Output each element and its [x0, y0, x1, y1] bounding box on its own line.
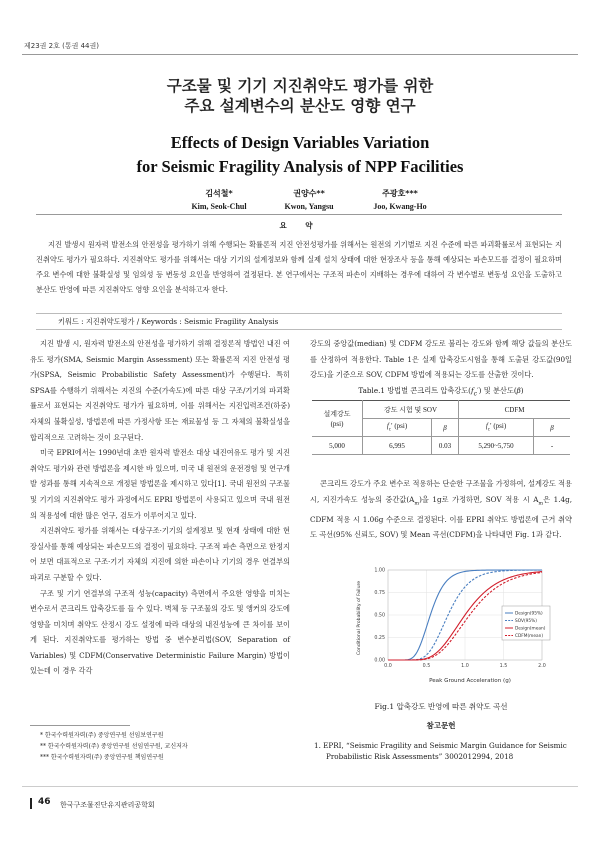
references-heading: 참고문헌 — [426, 721, 456, 730]
header-rule — [22, 54, 578, 55]
chart-legend-label: Design(mean) — [515, 626, 546, 632]
title-en-line2: for Seismic Fragility Analysis of NPP Facilities — [136, 157, 464, 176]
chart-y-tick-label: 0.00 — [374, 658, 385, 664]
chart-x-tick-label: 0.0 — [384, 664, 392, 669]
table-caption — [310, 386, 572, 397]
abstract-top-rule — [36, 214, 562, 215]
left-column — [30, 336, 290, 679]
beta-symbol: β — [516, 386, 521, 395]
chart-legend — [502, 606, 550, 640]
left-para-3: 지진취약도 평가를 위해서는 대상구조·기기의 설계정보 및 현재 상태에 대한 현장실사를 통해 예상되는 파손모드의 결정이 필요하다. 구조적 파손 측면으로 한정지어 보면 대표적으로 구조·기기 자체의 지진에 의한 파손이나 기기의 경우 연결부의 파괴로 구분할 수 있다. — [30, 526, 290, 582]
left-para-1: 지진 발생 시, 원자력 발전소의 안전성을 평가하기 위해 결정론적 방법인 내진 여유도 평가(SMA, Seismic Margin Assessment) 또는 확률론적 지진 안전성 평가(SPSA, Seismic Probabilistic Safety Assessment)가 수행된다. 특히 SPSA를 수행하기 위해서는 지진의 수준(가속도)에 따른 대상 구조/기기의 파괴확률로서 표현되는 지진취약도 평가가 필요하며, 이를 위해서는 지진입력조건(하중) 자체의 불확실성, 방법론에 따른 가정사항 또는 재료물성 등 그 자체의 불확실성을 합리적으로 고려하는 것이 요구된다. — [30, 339, 290, 442]
page-number: 46 — [38, 797, 51, 807]
chart-y-tick-label: 0.50 — [374, 613, 385, 619]
keywords: 키워드 : 지진취약도평가 / Keywords : Seismic Fragility Analysis — [58, 317, 279, 326]
title-ko-line2: 주요 설계변수의 분산도 영향 연구 — [184, 97, 416, 115]
table-col-fc-sov: $f_c'$ (psi) — [363, 419, 432, 437]
left-para-4: 구조 및 기기 연결부의 구조적 성능(capacity) 측면에서 주요한 영향을 미치는 변수로서 콘크리트 압축강도를 들 수 있다. 벽체 등 구조물의 강도 및 앵커의 강도에 영향을 미치며 취약도 산정시 강도 설정에 따라 대상의 내진성능에 큰 차이를 보이게 된다. 지진취약도를 평가하는 방법 중 변수분리법(SOV, Separation of Variables) 및 CDFM(Conservative Deterministic Failure Margin) 방법이 있는데 이 경우 각각 — [30, 588, 290, 676]
figure-caption: Fig.1 압축강도 반영에 따른 취약도 곡선 — [374, 702, 508, 711]
table-row-head: 설계강도 (psi) — [312, 401, 363, 437]
right-column-mid — [310, 476, 572, 543]
chart-legend-label: Design(95%) — [515, 611, 543, 617]
chart-y-axis-label: Conditional Probability of Failure — [357, 580, 362, 656]
right-para-1: 강도의 중앙값(median) 및 CDFM 강도로 불리는 강도와 함께 해당 값들의 분산도를 산정하여 적용한다. Table 1은 실제 압축강도시험을 통해 도출된 강도값(90일 강도)을 기준으로 SOV, CDFM 방법에 적용되는 강도를 산출한 것이다. — [310, 339, 572, 380]
reference-1: 1. EPRI, “Seismic Fragility and Seismic Margin Guidance for Seismic Probabilistic Risk Assessments” 3002012994, 2018 — [314, 741, 567, 761]
footnotes — [40, 730, 290, 763]
table-col-beta-sov: β — [432, 419, 459, 437]
footnote-1: * 한국수력원자력(주) 중앙연구원 선임보연구원 — [40, 732, 164, 739]
footer-rule — [22, 786, 578, 787]
right-column-intro — [310, 336, 572, 383]
author-1-ko: 김석철* — [205, 189, 233, 198]
abstract-heading: 요 약 — [279, 221, 321, 230]
fragility-chart — [352, 562, 552, 686]
table-caption-post: ) — [520, 386, 524, 395]
table-caption-pre: Table.1 방법별 콘크리트 압축강도( — [358, 386, 471, 395]
author-1-en: Kim, Seok-Chul — [191, 202, 247, 211]
chart-x-tick-label: 1.5 — [499, 664, 508, 669]
title-ko-line1: 구조물 및 기기 지진취약도 평가를 위한 — [166, 77, 434, 95]
table-group-cdfm: CDFM — [459, 401, 571, 419]
author-2-ko: 권양수** — [293, 189, 325, 198]
abstract-text: 지진 발생시 원자력 발전소의 안전성을 평가하기 위해 수행되는 확률론적 지진 안전성평가를 위해서는 원전의 기기별로 지진 수준에 따른 파괴확률로서 표현되는 지진취약도 평가가 필요하다. 지진취약도 평가를 위해서는 대상 기기의 설계정보와 함께 실제 설치 상태에 대한 현장조사 등을 통해 예상되는 파손모드를 결정이 필요하며 주요 변수에 대한 불확실성 및 임의성 등 변동성 요인을 반영하여 결정된다. 본 연구에서는 구조적 파손이 지배하는 경우에 대하여 각 변수별로 변동성 요인을 도출하고 분산도 반영에 따른 지진취약도 영향 요인을 분석하고자 한다. — [36, 240, 562, 294]
table-cell: - — [534, 437, 571, 455]
chart-y-tick-label: 1.00 — [374, 568, 385, 574]
keywords-box — [36, 313, 562, 330]
table-col-fc-cdfm: $f_c'$ (psi) — [459, 419, 534, 437]
chart-y-tick-label: 0.25 — [374, 636, 385, 642]
author-2-en: Kwon, Yangsu — [284, 202, 334, 211]
fc-sub: c — [473, 390, 478, 398]
chart-x-tick-label: 1.0 — [461, 664, 469, 669]
table-cell: 0.03 — [432, 437, 459, 455]
fc-sup: ′ — [477, 386, 479, 395]
author-3-ko: 주광호*** — [382, 189, 418, 198]
right-para-2: 콘크리트 강도가 주요 변수로 적용하는 단순한 구조물을 가정하여, 설계강도 적용 시, 지진가속도 성능의 중간값$(A_m)$을 1g로 가정하면, SOV 적용 시 $A_m$은 1.4g, CDFM 적용 시 1.06g 수준으로 결정된다. 이를 EPRI 취약도 방법론에 근거 취약도 곡선(95% 신뢰도, SOV) 및 Mean 곡선(CDFM)을 나타내면 Fig. 1과 같다. — [310, 479, 572, 540]
journal-issue: 제23권 2호 (통권 44권) — [24, 42, 99, 50]
chart-x-tick-label: 2.0 — [538, 664, 546, 669]
title-en-line1: Effects of Design Variables Variation — [170, 133, 430, 152]
table-caption-mid: ) 및 분산도( — [478, 386, 517, 395]
page-number-bar — [30, 798, 32, 809]
table-row — [312, 437, 570, 455]
chart-y-tick-label: 0.75 — [374, 591, 385, 597]
table-cell: 5,000 — [312, 437, 363, 455]
footnote-2: ** 한국수력원자력(주) 중앙연구원 선임연구원, 교신저자 — [40, 743, 188, 750]
table-cell: 5,290~5,750 — [459, 437, 534, 455]
chart-legend-label: CDFM(mean) — [515, 634, 544, 640]
chart-x-axis-label: Peak Ground Acceleration (g) — [429, 678, 511, 684]
author-3 — [340, 188, 460, 211]
table-col-beta-cdfm: β — [534, 419, 571, 437]
author-3-en: Joo, Kwang-Ho — [373, 202, 427, 211]
left-para-2: 미국 EPRI에서는 1990년대 초반 원자력 발전소 대상 내진여유도 평가 및 지진취약도 평가와 관련 방법론을 제시한 바 있으며, 미국 내 원전의 운전경험 및 연구개발 성과를 통해 지속적으로 개정된 방법론을 제시하고 있다[1]. 국내 원전의 구조물 및 기기의 지진취약도 평가 과정에서도 EPRI 방법론이 사용되고 있으며 국내 원전의 적용성에 대한 많은 연구, 검토가 이루어지고 있다. — [30, 448, 290, 520]
table-cell: 6,995 — [363, 437, 432, 455]
strength-table — [312, 400, 570, 455]
journal-name: 한국구조물진단유지관리공학회 — [60, 801, 155, 809]
chart-x-tick-label: 0.5 — [422, 664, 431, 669]
footnote-rule — [30, 725, 130, 726]
footnote-3: *** 한국수력원자력(주) 중앙연구원 책임연구원 — [40, 754, 164, 761]
chart-legend-label: SOV(95%) — [515, 619, 537, 625]
table-group-sov: 강도 시험 및 SOV — [363, 401, 459, 419]
fc-symbol: f — [470, 386, 474, 395]
